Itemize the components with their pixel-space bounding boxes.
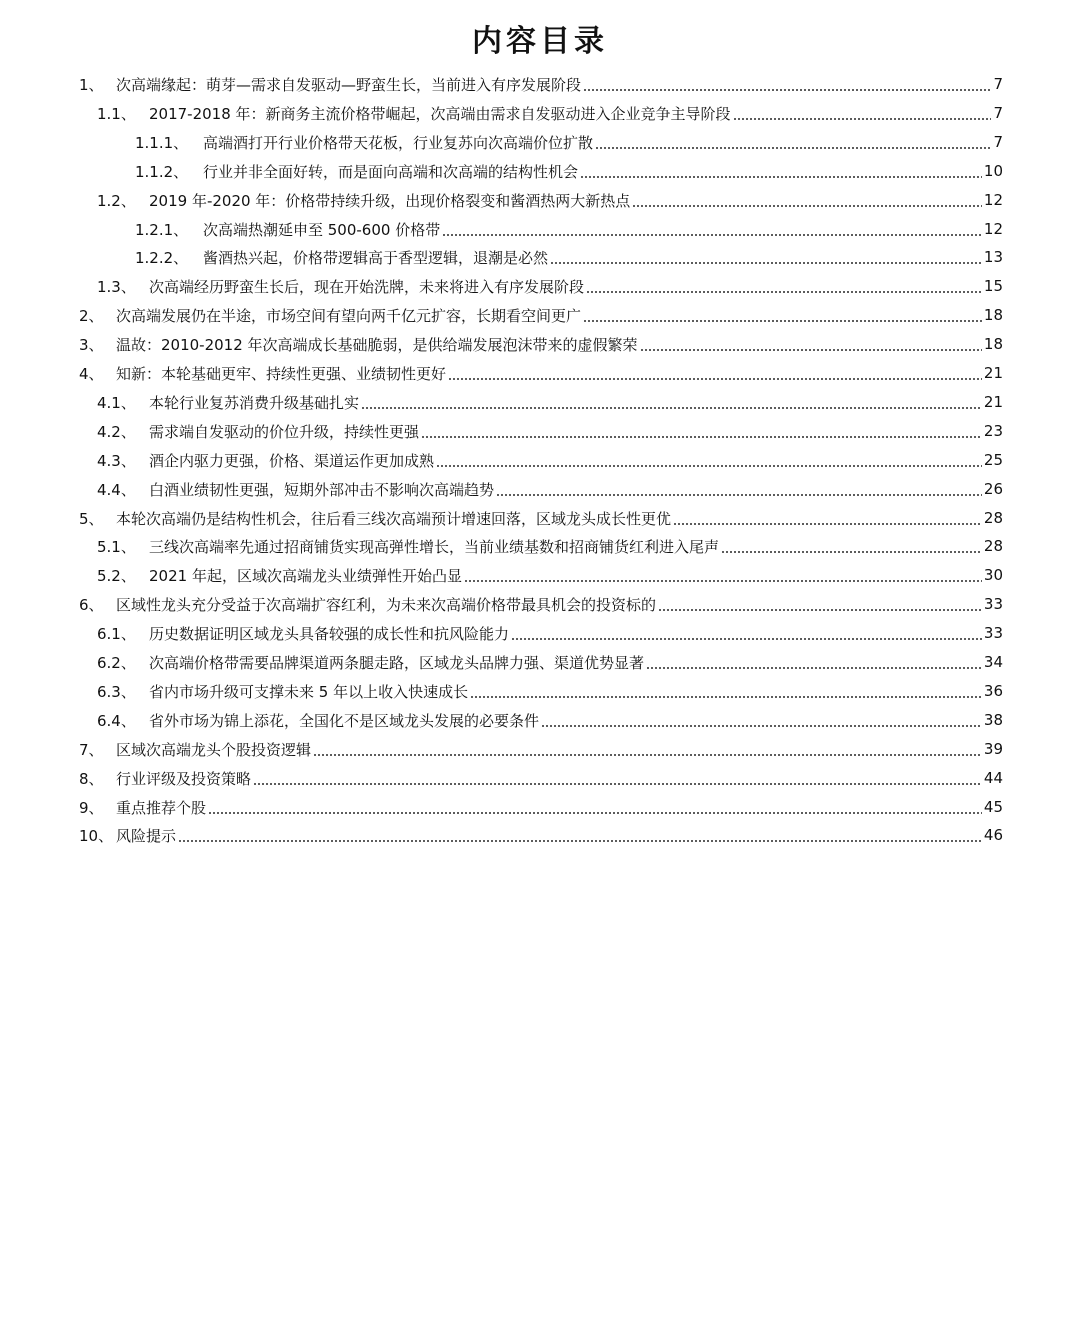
toc-entry-page-number: 28 <box>983 509 1003 527</box>
toc-entry-title: 温故：2010-2012 年次高端成长基础脆弱，是供给端发展泡沫带来的虚假繁荣 <box>116 335 638 354</box>
toc-entry-title: 次高端热潮延申至 500-600 价格带 <box>203 220 441 239</box>
toc-entry-title: 三线次高端率先通过招商铺货实现高弹性增长，当前业绩基数和招商铺货红利进入尾声 <box>149 537 720 556</box>
toc-entry-title: 重点推荐个股 <box>116 798 207 817</box>
toc-entry-number: 6.1、 <box>97 624 136 643</box>
toc-dot-leader <box>470 677 982 705</box>
toc-entry-title: 需求端自发驱动的价位升级，持续性更强 <box>149 422 420 441</box>
toc-entry[interactable] <box>135 243 1003 271</box>
toc-entry-page-number: 7 <box>993 75 1003 93</box>
toc-entry-number: 4.4、 <box>97 480 136 499</box>
toc-dot-leader <box>721 532 982 560</box>
toc-entry-page-number: 12 <box>983 191 1003 209</box>
toc-entry-title: 行业评级及投资策略 <box>116 769 252 788</box>
toc-entry-title: 区域性龙头充分受益于次高端扩容红利，为未来次高端价格带最具机会的投资标的 <box>116 595 657 614</box>
toc-entry-number: 4、 <box>79 364 104 383</box>
toc-entry-number: 2、 <box>79 306 104 325</box>
toc-entry-number: 5、 <box>79 509 104 528</box>
toc-entry-page-number: 13 <box>983 248 1003 266</box>
toc-entry[interactable] <box>97 648 1003 676</box>
toc-entry-number: 4.3、 <box>97 451 136 470</box>
toc-dot-leader <box>640 330 982 358</box>
toc-entry-page-number: 45 <box>983 798 1003 816</box>
toc-entry-number: 6.2、 <box>97 653 136 672</box>
toc-entry[interactable] <box>79 70 1003 98</box>
toc-entry-number: 1.1、 <box>97 104 136 123</box>
toc-entry[interactable] <box>79 821 1003 849</box>
toc-dot-leader <box>511 619 982 647</box>
toc-entry-title: 本轮次高端仍是结构性机会，往后看三线次高端预计增速回落，区域龙头成长性更优 <box>116 509 672 528</box>
toc-dot-leader <box>646 648 982 676</box>
toc-dot-leader <box>673 504 982 532</box>
toc-dot-leader <box>496 475 982 503</box>
toc-entry[interactable] <box>97 619 1003 647</box>
toc-entry[interactable] <box>79 504 1003 532</box>
toc-entry-title: 省外市场为锦上添花，全国化不是区域龙头发展的必要条件 <box>149 711 540 730</box>
toc-entry[interactable] <box>97 677 1003 705</box>
toc-entry-page-number: 10 <box>983 162 1003 180</box>
toc-entry[interactable] <box>97 561 1003 589</box>
toc-entry-number: 6.3、 <box>97 682 136 701</box>
page-title: 内容目录 <box>472 24 608 59</box>
toc-dot-leader <box>595 128 991 156</box>
toc-dot-leader <box>421 417 982 445</box>
toc-entry[interactable] <box>79 764 1003 792</box>
toc-entry-page-number: 44 <box>983 769 1003 787</box>
toc-entry-number: 9、 <box>79 798 104 817</box>
toc-entry-page-number: 38 <box>983 711 1003 729</box>
toc-entry-number: 5.1、 <box>97 537 136 556</box>
toc-dot-leader <box>580 157 982 185</box>
toc-entry[interactable] <box>97 417 1003 445</box>
toc-entry-title: 次高端价格带需要品牌渠道两条腿走路，区域龙头品牌力强、渠道优势显著 <box>149 653 645 672</box>
toc-entry[interactable] <box>135 215 1003 243</box>
toc-entry-number: 1.2.1、 <box>135 220 189 239</box>
toc-entry-title: 次高端缘起：萌芽—需求自发驱动—野蛮生长，当前进入有序发展阶段 <box>116 75 582 94</box>
toc-entry-number: 3、 <box>79 335 104 354</box>
toc-entry-page-number: 18 <box>983 306 1003 324</box>
toc-entry[interactable] <box>97 475 1003 503</box>
toc-entry-number: 4.2、 <box>97 422 136 441</box>
toc-entry-number: 4.1、 <box>97 393 136 412</box>
toc-entry-number: 5.2、 <box>97 566 136 585</box>
toc-entry-title: 2019 年-2020 年：价格带持续升级，出现价格裂变和酱酒热两大新热点 <box>149 191 631 210</box>
toc-dot-leader <box>541 706 982 734</box>
toc-dot-leader <box>361 388 982 416</box>
toc-entry-title: 白酒业绩韧性更强，短期外部冲击不影响次高端趋势 <box>149 480 495 499</box>
toc-entry-page-number: 28 <box>983 537 1003 555</box>
toc-entry-number: 1.1.2、 <box>135 162 189 181</box>
toc-entry-title: 风险提示 <box>116 826 177 845</box>
toc-entry-number: 1.3、 <box>97 277 136 296</box>
toc-entry-title: 区域次高端龙头个股投资逻辑 <box>116 740 312 759</box>
toc-entry[interactable] <box>135 157 1003 185</box>
toc-entry-title: 2017-2018 年：新商务主流价格带崛起，次高端由需求自发驱动进入企业竞争主导阶段 <box>149 104 731 123</box>
toc-entry[interactable] <box>79 301 1003 329</box>
toc-dot-leader <box>586 272 982 300</box>
toc-entry-page-number: 21 <box>983 364 1003 382</box>
toc-entry-title: 历史数据证明区域龙头具备较强的成长性和抗风险能力 <box>149 624 510 643</box>
toc-entry-number: 7、 <box>79 740 104 759</box>
toc-entry-title: 次高端经历野蛮生长后，现在开始洗牌，未来将进入有序发展阶段 <box>149 277 585 296</box>
toc-dot-leader <box>733 99 992 127</box>
toc-entry-number: 1.2、 <box>97 191 136 210</box>
toc-entry-page-number: 46 <box>983 826 1003 844</box>
toc-dot-leader <box>550 243 982 271</box>
toc-dot-leader <box>313 735 982 763</box>
toc-entry[interactable] <box>97 186 1003 214</box>
toc-entry-title: 酱酒热兴起，价格带逻辑高于香型逻辑，退潮是必然 <box>203 248 549 267</box>
toc-dot-leader <box>442 215 982 243</box>
toc-entry[interactable] <box>97 99 1003 127</box>
toc-entry-title: 次高端发展仍在半途，市场空间有望向两千亿元扩容，长期看空间更广 <box>116 306 582 325</box>
toc-entry-number: 6、 <box>79 595 104 614</box>
toc-entry-page-number: 26 <box>983 480 1003 498</box>
toc-entry[interactable] <box>79 590 1003 618</box>
toc-entry-title: 省内市场升级可支撑未来 5 年以上收入快速成长 <box>149 682 469 701</box>
toc-entry-page-number: 30 <box>983 566 1003 584</box>
toc-entry-page-number: 39 <box>983 740 1003 758</box>
toc-entry-title: 酒企内驱力更强，价格、渠道运作更加成熟 <box>149 451 435 470</box>
toc-dot-leader <box>583 70 991 98</box>
toc-entry-number: 6.4、 <box>97 711 136 730</box>
toc-entry[interactable] <box>97 388 1003 416</box>
toc-entry-page-number: 15 <box>983 277 1003 295</box>
toc-dot-leader <box>658 590 982 618</box>
toc-entry[interactable] <box>79 330 1003 358</box>
toc-entry-page-number: 21 <box>983 393 1003 411</box>
toc-entry-number: 10、 <box>79 826 114 845</box>
toc-entry[interactable] <box>97 446 1003 474</box>
toc-entry[interactable] <box>97 706 1003 734</box>
toc-entry-number: 8、 <box>79 769 104 788</box>
toc-entry-page-number: 23 <box>983 422 1003 440</box>
toc-dot-leader <box>583 301 982 329</box>
toc-entry-page-number: 7 <box>993 104 1003 122</box>
toc-entry-title: 本轮行业复苏消费升级基础扎实 <box>149 393 360 412</box>
toc-entry-page-number: 33 <box>983 624 1003 642</box>
toc-dot-leader <box>208 793 982 821</box>
toc-entry-title: 知新：本轮基础更牢、持续性更强、业绩韧性更好 <box>116 364 447 383</box>
toc-entry-page-number: 36 <box>983 682 1003 700</box>
toc-entry[interactable] <box>79 359 1003 387</box>
toc-entry[interactable] <box>79 793 1003 821</box>
toc-dot-leader <box>436 446 982 474</box>
toc-entry-page-number: 12 <box>983 220 1003 238</box>
toc-entry-number: 1.2.2、 <box>135 248 189 267</box>
toc-entry-title: 高端酒打开行业价格带天花板，行业复苏向次高端价位扩散 <box>203 133 594 152</box>
toc-entry-number: 1.1.1、 <box>135 133 189 152</box>
toc-dot-leader <box>632 186 982 214</box>
toc-entry-page-number: 7 <box>993 133 1003 151</box>
toc-entry-title: 行业并非全面好转，而是面向高端和次高端的结构性机会 <box>203 162 579 181</box>
toc-entry[interactable] <box>135 128 1003 156</box>
toc-dot-leader <box>253 764 982 792</box>
toc-entry-page-number: 33 <box>983 595 1003 613</box>
toc-entry-number: 1、 <box>79 75 104 94</box>
toc-dot-leader <box>178 821 982 849</box>
toc-dot-leader <box>448 359 982 387</box>
toc-entry-page-number: 34 <box>983 653 1003 671</box>
toc-entry[interactable] <box>97 532 1003 560</box>
toc-entry-title: 2021 年起，区域次高端龙头业绩弹性开始凸显 <box>149 566 462 585</box>
toc-entry[interactable] <box>79 735 1003 763</box>
toc-dot-leader <box>464 561 982 589</box>
toc-entry[interactable] <box>97 272 1003 300</box>
toc-entry-page-number: 25 <box>983 451 1003 469</box>
toc-entry-page-number: 18 <box>983 335 1003 353</box>
